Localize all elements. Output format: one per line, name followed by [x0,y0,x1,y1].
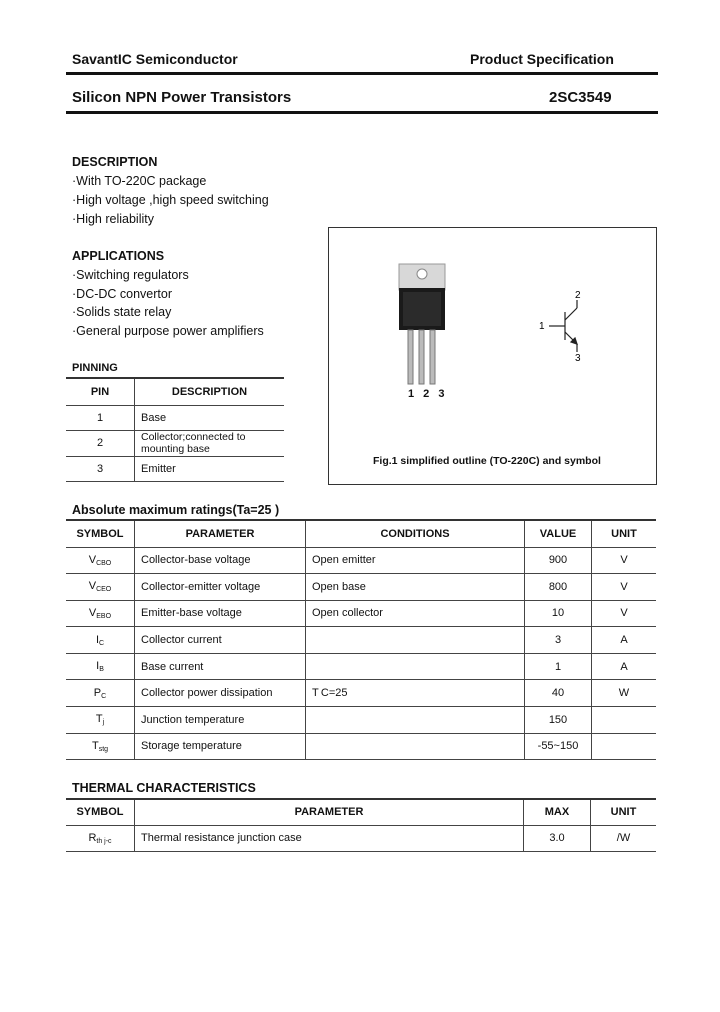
rating-cond [306,653,525,680]
thermal-table [66,798,656,852]
rating-param: Storage temperature [135,733,306,760]
figure-box [328,227,657,485]
table-row [66,627,656,654]
header-rule-2 [66,111,658,114]
rating-value: 1 [525,653,592,680]
ratings-col-unit: UNIT [592,520,657,547]
ratings-col-parameter: PARAMETER [135,520,306,547]
application-item: ·DC-DC convertor [72,287,173,301]
rating-param: Collector-base voltage [135,547,306,574]
rating-unit: A [592,653,657,680]
description-item: ·High reliability [72,212,154,226]
rating-param: Collector power dissipation [135,680,306,707]
rating-cond: Open base [306,574,525,601]
rating-cond: T C=25 [306,680,525,707]
application-item: ·General purpose power amplifiers [72,324,264,338]
ratings-col-value: VALUE [525,520,592,547]
part-number: 2SC3549 [549,89,612,106]
rating-param: Emitter-base voltage [135,600,306,627]
rating-symbol: $P_C$ [66,680,135,707]
rating-param: Base current [135,653,306,680]
application-item: ·Solids state relay [72,305,172,319]
package-pin-labels: 1 2 3 [408,388,448,400]
thermal-param: Thermal resistance junction case [135,825,524,851]
thermal-heading: THERMAL CHARACTERISTICS [72,781,256,795]
rating-symbol: $V_{EBO}$ [66,600,135,627]
rating-cond [306,733,525,760]
company-name: SavantIC Semiconductor [72,51,238,67]
rating-value: 3 [525,627,592,654]
pin-number: 2 [66,430,135,456]
rating-value: 800 [525,574,592,601]
thermal-col-parameter: PARAMETER [135,799,524,825]
doc-type: Product Specification [470,51,614,67]
ratings-heading: Absolute maximum ratings(Ta=25 ) [72,503,280,517]
rating-unit: A [592,627,657,654]
table-row [66,680,656,707]
rating-symbol: $I_B$ [66,653,135,680]
ratings-table [66,519,656,760]
symbol-pin-2: 2 [575,290,581,301]
table-row [66,707,656,734]
rating-unit [592,733,657,760]
pin-desc: Collector;connected to mounting base [135,430,285,456]
rating-unit: V [592,600,657,627]
rating-symbol: $T_{stg}$ [66,733,135,760]
to220-package-icon [329,228,656,484]
thermal-unit: /W [591,825,657,851]
table-row [66,825,656,851]
header-rule-1 [66,72,658,75]
thermal-symbol: $R_{th j-c}$ [66,825,135,851]
rating-value: 150 [525,707,592,734]
table-row [66,600,656,627]
rating-param: Junction temperature [135,707,306,734]
pin-number: 1 [66,405,135,430]
rating-param: Collector current [135,627,306,654]
description-heading: DESCRIPTION [72,155,158,169]
rating-symbol: $V_{CEO}$ [66,574,135,601]
table-row [66,547,656,574]
table-row [66,430,284,456]
rating-value: 900 [525,547,592,574]
rating-value: 40 [525,680,592,707]
rating-cond: Open emitter [306,547,525,574]
rating-symbol: $I_C$ [66,627,135,654]
rating-unit: W [592,680,657,707]
rating-unit: V [592,547,657,574]
pin-desc: Base [135,405,285,430]
rating-symbol: $V_{CBO}$ [66,547,135,574]
page-title: Silicon NPN Power Transistors [72,89,292,106]
thermal-col-unit: UNIT [591,799,657,825]
symbol-pin-3: 3 [575,353,581,364]
rating-cond: Open collector [306,600,525,627]
thermal-col-max: MAX [524,799,591,825]
rating-value: -55~150 [525,733,592,760]
rating-param: Collector-emitter voltage [135,574,306,601]
pin-desc: Emitter [135,456,285,481]
application-item: ·Switching regulators [72,268,189,282]
figure-caption: Fig.1 simplified outline (TO-220C) and symbol [373,455,601,467]
applications-heading: APPLICATIONS [72,249,165,263]
table-row [66,733,656,760]
rating-value: 10 [525,600,592,627]
description-item: ·High voltage ,high speed switching [72,193,269,207]
rating-unit: V [592,574,657,601]
pinning-heading: PINNING [72,362,118,374]
symbol-pin-1: 1 [539,321,545,332]
pin-number: 3 [66,456,135,481]
npn-symbol [549,300,577,352]
table-row [66,653,656,680]
ratings-col-conditions: CONDITIONS [306,520,525,547]
pinning-table [66,377,284,482]
thermal-col-symbol: SYMBOL [66,799,135,825]
rating-symbol: $T_j$ [66,707,135,734]
description-item: ·With TO-220C package [72,174,207,188]
ratings-col-symbol: SYMBOL [66,520,135,547]
thermal-max: 3.0 [524,825,591,851]
table-row [66,405,284,430]
rating-cond [306,627,525,654]
rating-cond [306,707,525,734]
desc-col-header: DESCRIPTION [135,378,285,405]
table-row [66,456,284,481]
rating-unit [592,707,657,734]
pin-col-header: PIN [66,378,135,405]
table-row [66,574,656,601]
